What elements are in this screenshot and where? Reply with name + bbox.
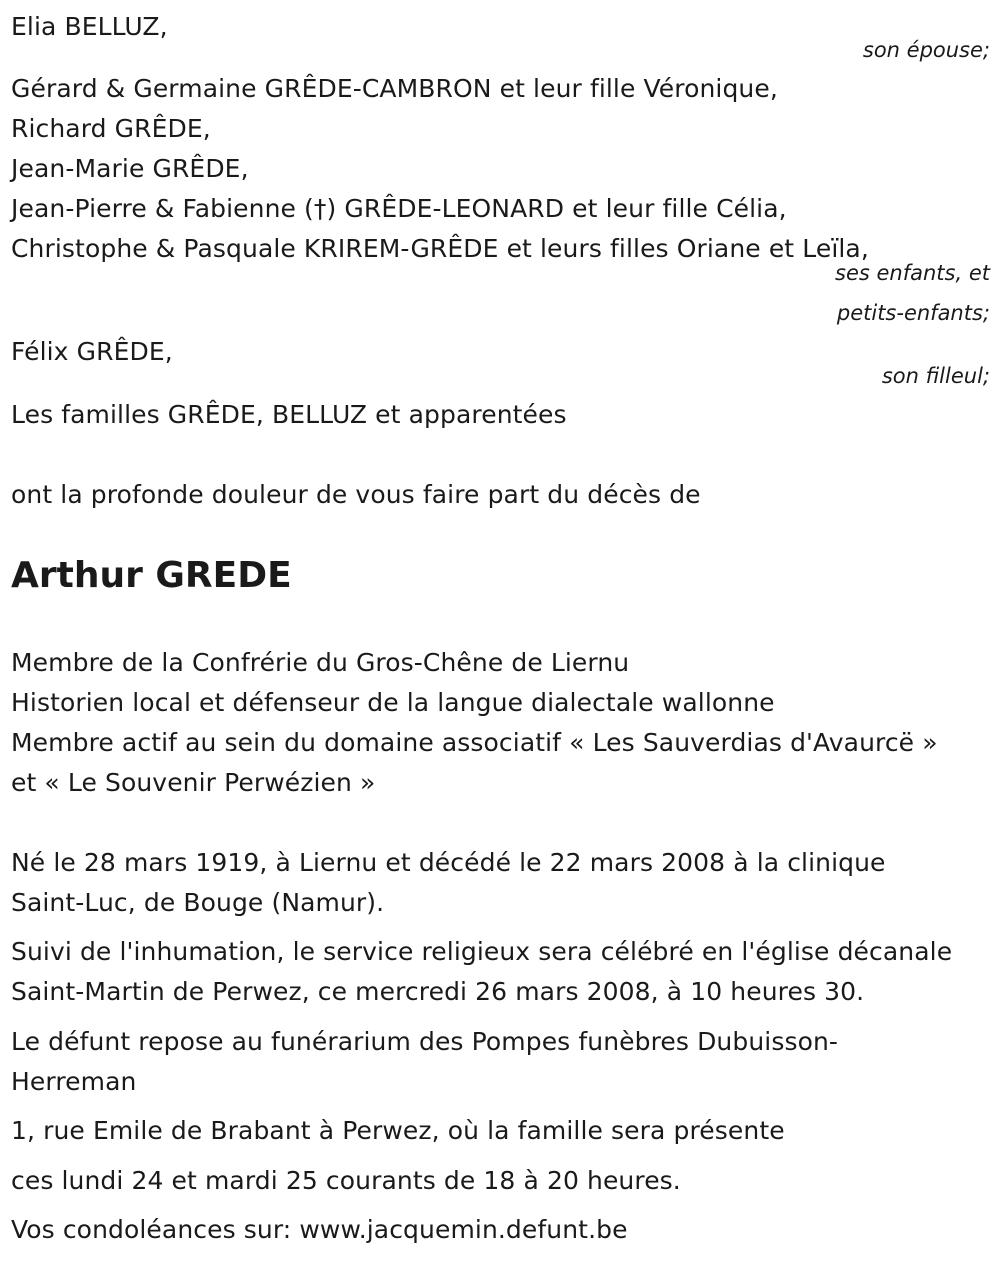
service-line: Suivi de l'inhumation, le service religieux sera célébré en l'église décanale [11,937,953,966]
spouse-name: Elia BELLUZ, [11,12,168,41]
condolences-line: Vos condoléances sur: www.jacquemin.defunt.be [11,1215,628,1244]
deceased-name: Arthur GREDE [11,555,292,596]
title-line: et « Le Souvenir Perwézien » [11,768,376,797]
title-line: Historien local et défenseur de la langue dialectale wallonne [11,688,775,717]
address-line: 1, rue Emile de Brabant à Perwez, où la famille sera présente [11,1116,785,1145]
grandchildren-role: petits-enfants; [836,301,990,325]
funeral-home-line: Le défunt repose au funérarium des Pompes funèbres Dubuisson- [11,1027,839,1056]
title-line: Membre de la Confrérie du Gros-Chêne de Liernu [11,648,630,677]
godson-role: son filleul; [881,364,990,388]
child-line: Gérard & Germaine GRÊDE-CAMBRON et leur fille Véronique, [11,74,778,103]
title-line: Membre actif au sein du domaine associatif « Les Sauverdias d'Avaurcë » [11,728,938,757]
child-line: Jean-Marie GRÊDE, [11,154,249,183]
spouse-role: son épouse; [862,38,990,62]
child-line: Jean-Pierre & Fabienne (†) GRÊDE-LEONARD et leur fille Célia, [11,194,787,223]
children-role: ses enfants, et [835,261,990,285]
birth-death-line: Saint-Luc, de Bouge (Namur). [11,888,385,917]
families-line: Les familles GRÊDE, BELLUZ et apparentées [11,400,567,429]
announcement: ont la profonde douleur de vous faire part du décès de [11,480,701,509]
funeral-home-line: Herreman [11,1067,137,1096]
birth-death-line: Né le 28 mars 1919, à Liernu et décédé le 22 mars 2008 à la clinique [11,848,886,877]
child-line: Christophe & Pasquale KRIREM-GRÊDE et leurs filles Oriane et Leïla, [11,234,869,263]
service-line: Saint-Martin de Perwez, ce mercredi 26 mars 2008, à 10 heures 30. [11,977,865,1006]
godson-name: Félix GRÊDE, [11,337,173,366]
visiting-hours-line: ces lundi 24 et mardi 25 courants de 18 à 20 heures. [11,1166,681,1195]
child-line: Richard GRÊDE, [11,114,211,143]
